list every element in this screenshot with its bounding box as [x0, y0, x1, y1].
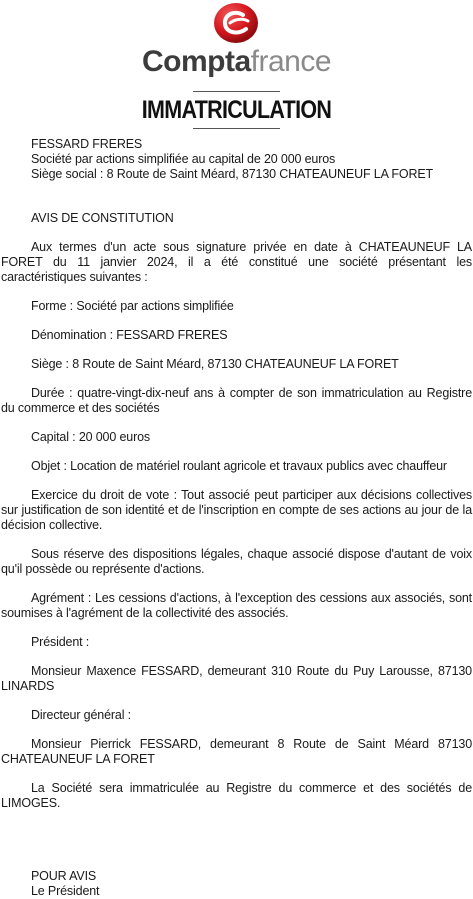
dg-label: Directeur général :	[31, 708, 131, 722]
signature-line-1: POUR AVIS	[31, 869, 97, 883]
paragraph-denomination: Dénomination : FESSARD FRERES	[31, 328, 228, 342]
header	[0, 0, 473, 132]
paragraph-vote: Exercice du droit de vote : Tout associé peut participer aux décisions collectives sur justification de son identité et de l'inscription en compte de ses actions au jour de la décision collective.	[1, 488, 472, 532]
paragraph-reserve: Sous réserve des dispositions légales, chaque associé dispose d'autant de voix qu'il possède ou représente d'actions.	[1, 547, 472, 576]
company-seat: Siège social : 8 Route de Saint Méard, 87130 CHATEAUNEUF LA FORET	[31, 167, 434, 181]
paragraph-objet: Objet : Location de matériel roulant agricole et travaux publics avec chauffeur	[31, 459, 447, 473]
signature-line-2: Le Président	[31, 884, 100, 898]
paragraph-forme: Forme : Société par actions simplifiée	[31, 299, 234, 313]
paragraph-registre: La Société sera immatriculée au Registre du commerce et des sociétés de LIMOGES.	[1, 781, 472, 810]
notice-heading: AVIS DE CONSTITUTION	[31, 211, 174, 225]
legal-notice	[0, 137, 473, 899]
paragraph-dg: Monsieur Pierrick FESSARD, demeurant 8 Route de Saint Méard 87130 CHATEAUNEUF LA FORET	[1, 737, 472, 766]
company-name: FESSARD FRERES	[31, 137, 143, 151]
brand-part-1: Compta	[141, 45, 251, 78]
paragraph-intro: Aux termes d'un acte sous signature privée en date à CHATEAUNEUF LA FORET du 11 janvier 2024, il a été constitué une société présentant les caractéristiques suivantes :	[1, 240, 472, 284]
spacer	[0, 182, 473, 211]
paragraph-siege: Siège : 8 Route de Saint Méard, 87130 CHATEAUNEUF LA FORET	[31, 357, 399, 371]
president-label: Président :	[31, 635, 90, 649]
brand-part-2: france	[250, 45, 332, 78]
title-rule-top	[193, 91, 280, 92]
spacer	[0, 825, 473, 869]
comptafrance-logo-icon	[213, 2, 259, 44]
title-rule-bottom	[193, 128, 280, 129]
company-form-capital: Société par actions simplifiée au capital de 20 000 euros	[31, 152, 336, 166]
paragraph-capital: Capital : 20 000 euros	[31, 430, 151, 444]
paragraph-president: Monsieur Maxence FESSARD, demeurant 310 Route du Puy Larousse, 87130 LINARDS	[1, 664, 472, 693]
paragraph-duree: Durée : quatre-vingt-dix-neuf ans à compter de son immatriculation au Registre du commerce et des sociétés	[1, 386, 472, 415]
paragraph-agrement: Agrément : Les cessions d'actions, à l'exception des cessions aux associés, sont soumises à l'agrément de la collectivité des associés.	[1, 591, 472, 620]
brand-wordmark	[0, 44, 473, 80]
page-title: IMMATRICULATION	[141, 96, 332, 124]
